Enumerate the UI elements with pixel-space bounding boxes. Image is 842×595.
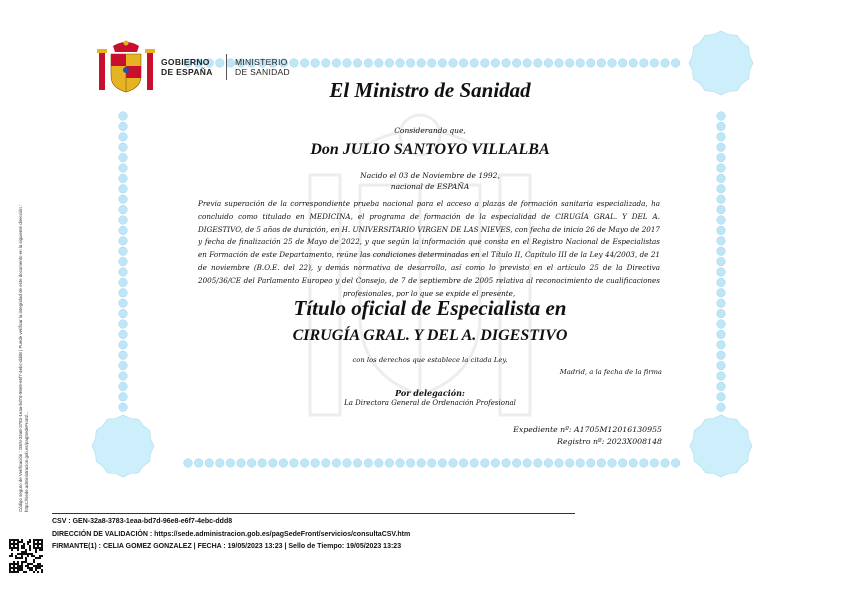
nationality-line: nacional de ESPAÑA [390,182,470,191]
coat-of-arms-icon [97,40,155,96]
degree-title: Título oficial de Especialista en [293,296,567,320]
certificate-body: Previa superación de la correspondiente prueba nacional para el acceso a plazas de formación sanitaria especializada, ha concluido como titulado en MEDICINA, el programa de formación de la especialidad de CIRUGÍA GRAL. Y DEL A. DIGESTIVO, de 5 años de duración, en H. UNIVERSITARIO VIRGEN DE LAS NIEVES, con fecha de inicio 26 de Mayo de 2017 y fecha de finalización 25 de Mayo de 2022, y que según la información que consta en el Registro Nacional de Especialistas en Formación de este Departamento, reúne las condiciones determinadas en el Título II, Capítulo III de la Ley 44/2003, de 21 de noviembre (B.O.E. del 22), y demás normativa de desarrollo, así como lo previsto en el artículo 25 de la Directiva 2005/36/CE del Parlamento Europeo y del Consejo, de 7 de septiembre de 2005 relativa al reconocimiento de cualificaciones profesionales, por lo que se expide el presente, [198,199,660,298]
ministry-line-2: DE SANIDAD [235,67,290,77]
verification-side-note [18,152,30,512]
birth-line: Nacido el 03 de Noviembre de 1992, [360,171,500,180]
side-note-line-1: Código seguro de Verificación : GEN-32a8-3783-1eaa-bd7d-96e8-e6f7-4ebc-ddd8 | Puede verificar la integridad de este documento en la siguiente dirección : [18,204,23,512]
ministry-line-1: MINISTERIO [235,57,288,67]
issuer-title: El Ministro de Sanidad [329,78,531,102]
birth-info [190,170,670,192]
logo-separator [226,54,227,80]
delegation-label: Por delegación: [395,388,465,398]
holder-name: Don JULIO SANTOYO VILLALBA [310,141,550,158]
ministry-name [235,57,290,77]
government-line-1: GOBIERNO [161,57,210,67]
specialty-name: CIRUGÍA GRAL. Y DEL A. DIGESTIVO [292,327,568,344]
place-date: Madrid, a la fecha de la firma [559,368,662,376]
considerando-text: Considerando que, [394,126,466,135]
footer-divider [52,513,575,514]
validation-url[interactable]: DIRECCIÓN DE VALIDACIÓN : https://sede.administracion.gob.es/pagSedeFront/servicios/consultaCSV.htm [52,531,411,538]
signatory-title: La Directora General de Ordenación Profesional [344,399,516,407]
government-name [161,57,213,77]
qr-code-icon [9,539,43,573]
rights-text: con los derechos que establece la citada Ley. [352,356,508,364]
registro-number: Registro nº: 2023X008148 [557,437,662,446]
government-line-2: DE ESPAÑA [161,67,213,77]
file-numbers [513,424,662,448]
csv-code: CSV : GEN-32a8-3783-1eaa-bd7d-96e8-e6f7-4ebc-ddd8 [52,518,233,525]
signer-info: FIRMANTE(1) : CELIA GOMEZ GONZALEZ | FECHA : 19/05/2023 13:23 | Sello de Tiempo: 19/05/2023 13:23 [52,543,402,550]
side-note-line-2: https://sede.administracion.gob.es/pagSedeFront/... [24,411,29,512]
expediente-number: Expediente nº: A1705M12016130955 [513,425,662,434]
